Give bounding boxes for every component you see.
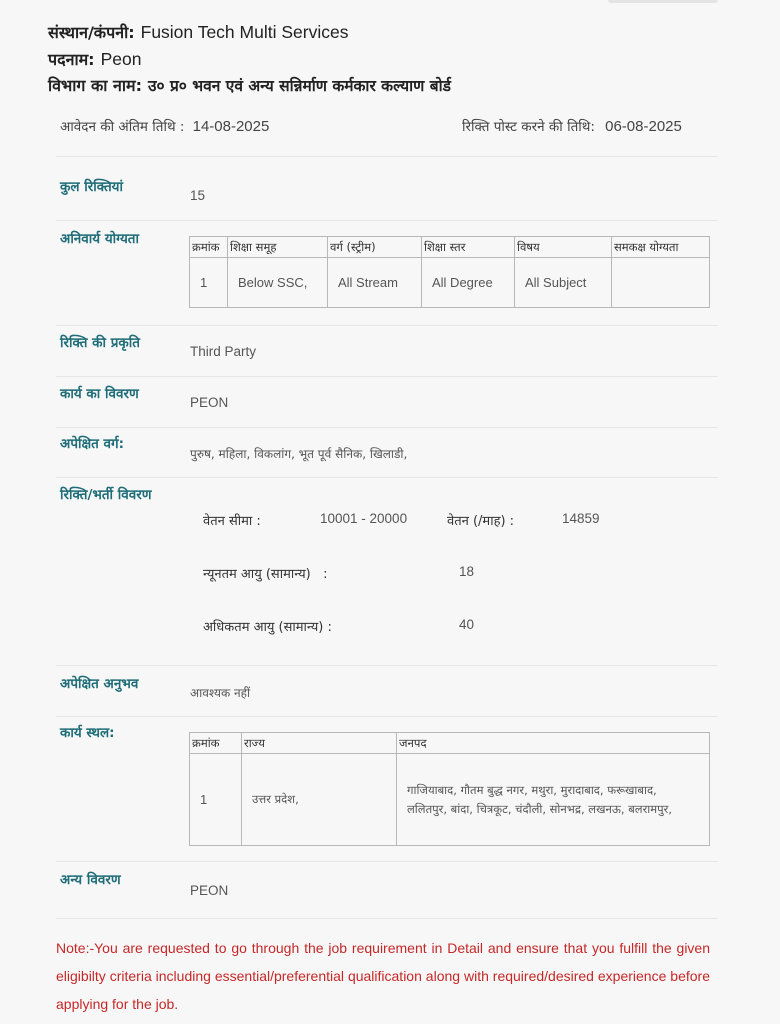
- column-header: शिक्षा स्तर: [422, 237, 515, 258]
- column-header: शिक्षा समूह: [228, 237, 328, 258]
- divider: [56, 220, 718, 221]
- column-header: वर्ग (स्ट्रीम): [328, 237, 422, 258]
- job-description-label: कार्य का विवरण: [60, 386, 139, 402]
- org-value: Fusion Tech Multi Services: [140, 22, 349, 42]
- column-header: क्रमांक: [190, 237, 228, 258]
- qualification-table: [189, 236, 710, 308]
- expected-category-label: अपेक्षित वर्ग:: [60, 436, 125, 452]
- recruitment-label: रिक्ति/भर्ती विवरण: [60, 487, 152, 503]
- post-value: Peon: [100, 49, 142, 69]
- post-date: [462, 117, 682, 135]
- salary-range-label: वेतन सीमा :: [203, 514, 261, 529]
- salary-label: वेतन (/माह) :: [447, 514, 515, 529]
- table-cell: Below SSC,: [228, 258, 328, 308]
- min-age-label: न्यूनतम आयु (सामान्य) :: [203, 567, 328, 582]
- divider: [56, 665, 718, 666]
- note-text: Note:-You are requested to go through the job requirement in Detail and ensure that you fulfill the given eligibilty criteria including essential/preferential qualification along with required/desired experience before applying for the job.: [56, 940, 710, 1012]
- divider: [56, 716, 718, 717]
- dates-row: [60, 117, 700, 135]
- other-details-value: PEON: [190, 883, 229, 898]
- table-row: [190, 258, 710, 308]
- divider: [56, 861, 718, 862]
- table-header-row: [190, 237, 710, 258]
- total-vacancies-label: कुल रिक्तियां: [60, 179, 123, 195]
- table-cell: 1: [190, 258, 228, 308]
- min-age-value: 18: [459, 564, 475, 579]
- experience-label: अपेक्षित अनुभव: [60, 676, 139, 692]
- experience-value: आवश्यक नहीं: [190, 686, 251, 700]
- other-details-label: अन्य विवरण: [60, 872, 121, 888]
- table-cell: 1: [190, 754, 242, 846]
- divider: [56, 376, 718, 377]
- max-age-value: 40: [459, 617, 475, 632]
- nature-label: रिक्ति की प्रकृति: [60, 335, 140, 351]
- post-label: पदनाम:: [48, 50, 95, 69]
- qualification-label: अनिवार्य योग्यता: [60, 231, 139, 247]
- last-date-label: आवेदन की अंतिम तिथि :: [60, 119, 185, 135]
- table-cell: उत्तर प्रदेश,: [242, 754, 397, 846]
- top-edge-decoration: [608, 0, 718, 3]
- salary-range-value: 10001 - 20000: [320, 511, 408, 526]
- job-description-value: PEON: [190, 395, 229, 410]
- table-header-row: [190, 733, 710, 754]
- workplace-table: [189, 732, 710, 846]
- table-row: [190, 754, 710, 846]
- column-header: जनपद: [397, 733, 710, 754]
- divider: [56, 477, 718, 478]
- expected-category-value: पुरुष, महिला, विकलांग, भूत पूर्व सैनिक, खिलाडी,: [190, 447, 408, 461]
- total-vacancies-value: 15: [190, 188, 206, 203]
- org-label: संस्थान/कंपनी:: [48, 23, 135, 42]
- org-line: [48, 21, 348, 43]
- post-date-label: रिक्ति पोस्ट करने की तिथि:: [462, 119, 595, 135]
- department-value: उ० प्र० भवन एवं अन्य सन्निर्माण कर्मकार कल्याण बोर्ड: [148, 77, 451, 95]
- post-line: [48, 48, 141, 70]
- salary-value: 14859: [562, 511, 600, 526]
- column-header: राज्य: [242, 733, 397, 754]
- table-cell: All Stream: [328, 258, 422, 308]
- department-label: विभाग का नाम:: [48, 76, 143, 95]
- divider: [56, 156, 718, 157]
- column-header: क्रमांक: [190, 733, 242, 754]
- column-header: समकक्ष योग्यता: [612, 237, 710, 258]
- table-cell: गाजियाबाद, गौतम बुद्ध नगर, मथुरा, मुरादाबाद, फरूखाबाद, ललितपुर, बांदा, चित्रकूट, चंदौली, सोनभद्र, लखनऊ, बलरामपुर,: [397, 754, 710, 846]
- divider: [56, 325, 718, 326]
- table-cell: [612, 258, 710, 308]
- post-date-value: 06-08-2025: [605, 118, 682, 135]
- department-line: [48, 74, 451, 96]
- last-date-value: 14-08-2025: [192, 118, 270, 135]
- divider: [56, 918, 718, 919]
- column-header: विषय: [515, 237, 612, 258]
- nature-value: Third Party: [190, 344, 257, 359]
- table-cell: All Subject: [515, 258, 612, 308]
- max-age-label: अधिकतम आयु (सामान्य) :: [203, 620, 332, 635]
- workplace-label: कार्य स्थल:: [60, 725, 115, 741]
- divider: [56, 427, 718, 428]
- table-cell: All Degree: [422, 258, 515, 308]
